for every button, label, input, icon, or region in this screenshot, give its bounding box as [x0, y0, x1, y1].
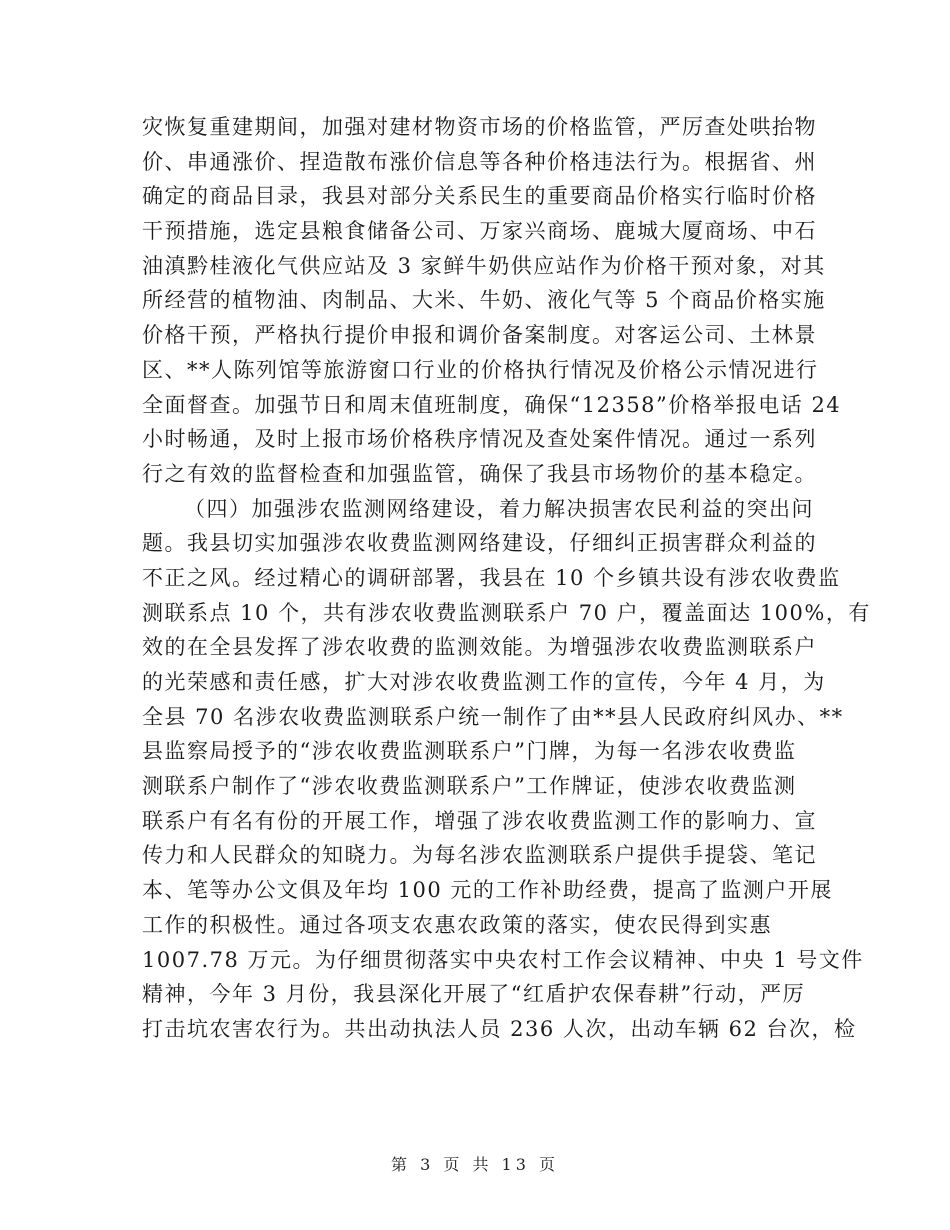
text-line: 的光荣感和责任感，扩大对涉农收费监测工作的宣传，今年 4 月，为 — [142, 670, 826, 694]
text-line: 传力和人民群众的知晓力。为每名涉农监测联系户提供手提袋、笔记 — [142, 843, 817, 868]
text-line: 区、**人陈列馆等旅游窗口行业的价格执行情况及价格公示情况进行 — [142, 357, 819, 382]
text-line: 灾恢复重建期间，加强对建材物资市场的价格监管，严厉查处哄抬物 — [142, 115, 817, 139]
body-text — [142, 110, 871, 1047]
text-line: 全面督查。加强节日和周末值班制度，确保“12358”价格举报电话 24 — [142, 392, 842, 417]
text-line: （四）加强涉农监测网络建设，着力解决损害农民利益的突出问 — [184, 496, 814, 521]
text-line: 小时畅通，及时上报市场价格秩序情况及查处案件情况。通过一系列 — [142, 427, 817, 452]
text-line: 全县 70 名涉农收费监测联系户统一制作了由**县人民政府纠风办、** — [142, 704, 844, 729]
text-line: 油滇黔桂液化气供应站及 3 家鲜牛奶供应站作为价格干预对象，对其 — [142, 253, 826, 278]
text-line: 所经营的植物油、肉制品、大米、牛奶、液化气等 5 个商品价格实施 — [142, 288, 826, 313]
text-line: 打击坑农害农行为。共出动执法人员 236 人次，出动车辆 62 台次，检 — [142, 1016, 857, 1041]
text-line: 题。我县切实加强涉农收费监测网络建设，仔细纠正损害群众利益的 — [142, 531, 817, 556]
text-line: 行之有效的监督检查和加强监管，确保了我县市场物价的基本稳定。 — [142, 461, 817, 486]
page-footer: 第 3 页 共 13 页 — [391, 1155, 559, 1174]
text-line: 工作的积极性。通过各项支农惠农政策的落实，使农民得到实惠 — [142, 912, 772, 937]
text-line: 价、串通涨价、捏造散布涨价信息等各种价格违法行为。根据省、州 — [142, 149, 817, 174]
text-line: 联系户有名有份的开展工作，增强了涉农收费监测工作的影响力、宣 — [142, 808, 817, 833]
text-line: 测联系户制作了“涉农收费监测联系户”工作牌证，使涉农收费监测 — [142, 774, 797, 799]
text-line: 1007.78 万元。为仔细贯彻落实中央农村工作会议精神、中央 1 号文件 — [142, 947, 864, 972]
text-line: 效的在全县发挥了涉农收费的监测效能。为增强涉农收费监测联系户 — [142, 635, 817, 660]
text-line: 不正之风。经过精心的调研部署，我县在 10 个乡镇共设有涉农收费监 — [142, 565, 841, 590]
text-line: 本、笔等办公文俱及年均 100 元的工作补助经费，提高了监测户开展 — [142, 878, 833, 903]
text-line: 县监察局授予的“涉农收费监测联系户”门牌，为每一名涉农收费监 — [142, 739, 797, 764]
text-line: 测联系点 10 个，共有涉农收费监测联系户 70 户，覆盖面达 100%，有 — [142, 600, 871, 625]
text-line: 精神，今年 3 月份，我县深化开展了“红盾护农保春耕”行动，严厉 — [142, 982, 806, 1007]
text-line: 价格干预，严格执行提价申报和调价备案制度。对客运公司、土林景 — [142, 323, 817, 348]
text-line: 确定的商品目录，我县对部分关系民生的重要商品价格实行临时价格 — [142, 184, 817, 209]
text-line: 干预措施，选定县粮食储备公司、万家兴商场、鹿城大厦商场、中石 — [142, 219, 817, 244]
